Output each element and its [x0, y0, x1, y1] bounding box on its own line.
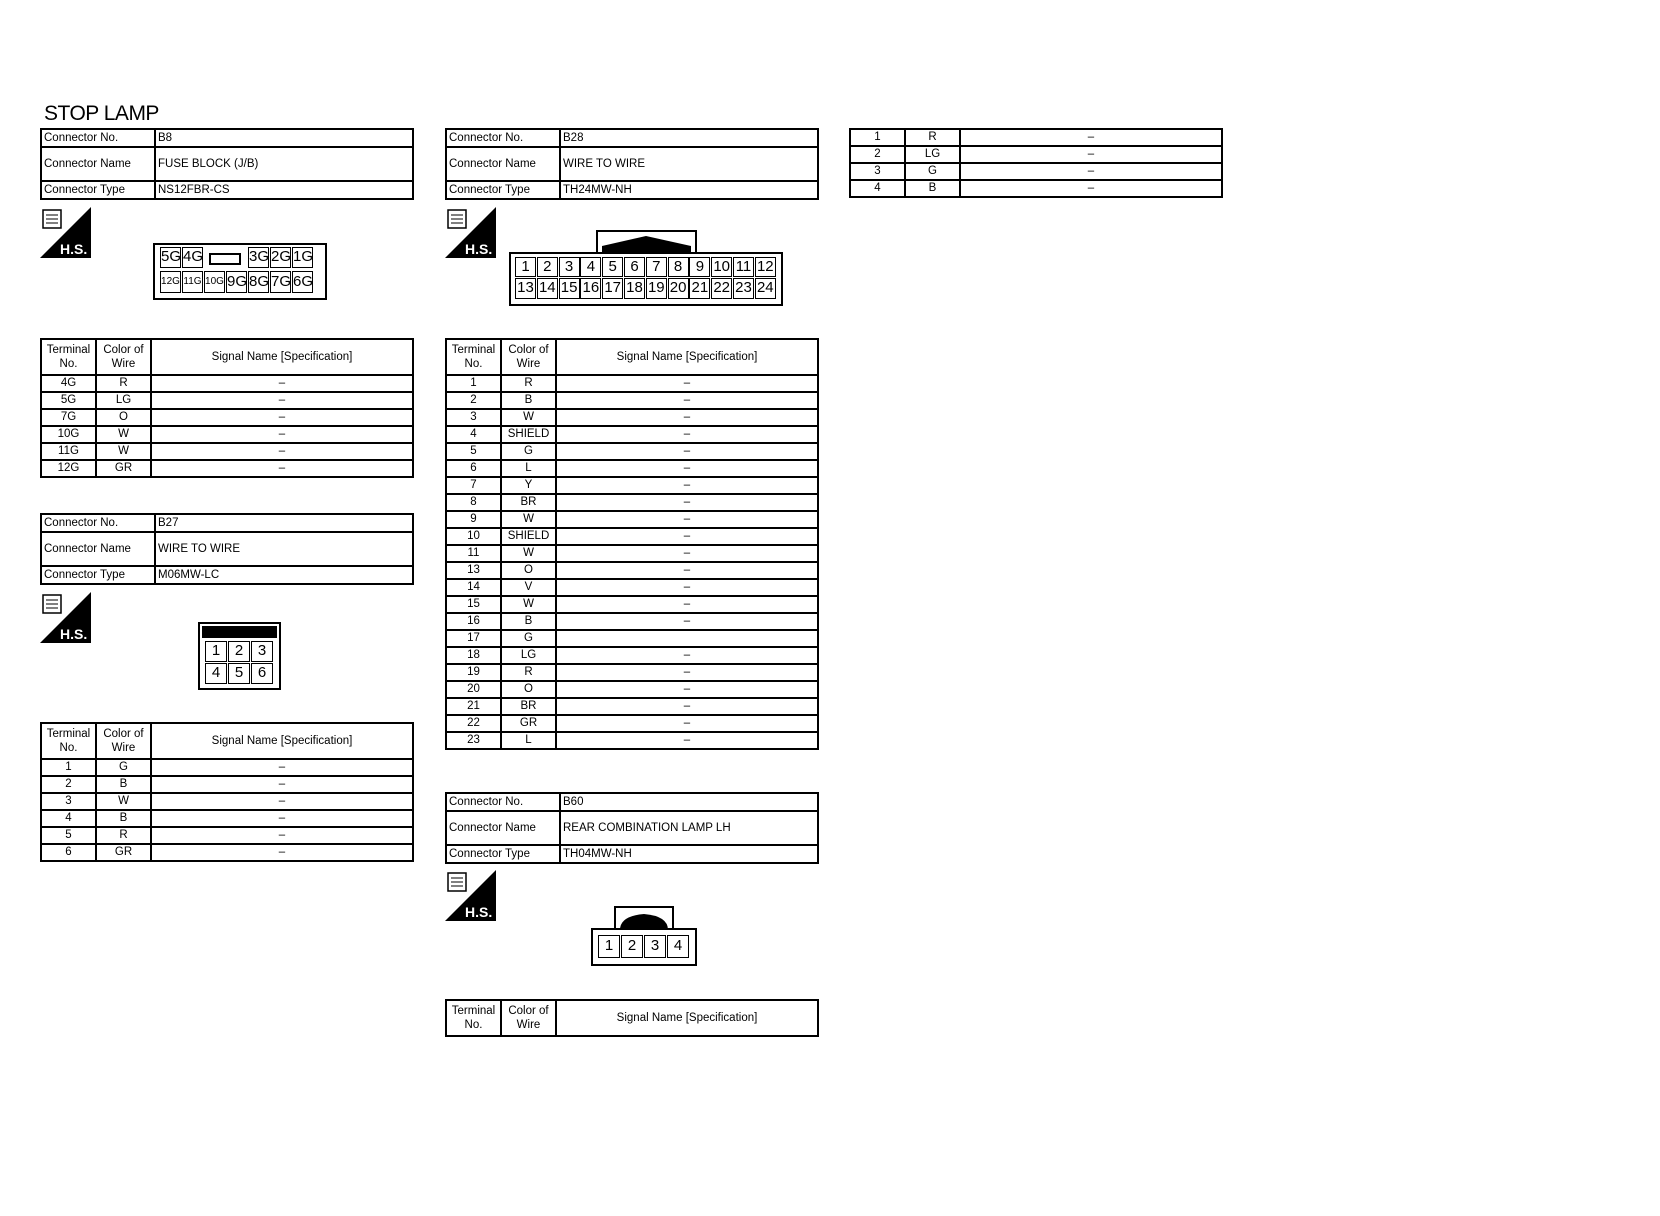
table-row [446, 596, 818, 613]
connector-pin: 1 [598, 935, 620, 958]
connector-pin: 7 [646, 257, 667, 277]
signal-name-cell: – [556, 443, 818, 460]
terminal-no-cell: 17 [446, 630, 501, 647]
signal-name-cell: – [151, 776, 413, 793]
terminal-no-cell: 6 [41, 844, 96, 861]
wire-color-cell: LG [501, 647, 556, 664]
signal-name-cell: – [556, 494, 818, 511]
table-row [446, 630, 818, 647]
table-row [446, 579, 818, 596]
connector-pin: 20 [668, 278, 689, 299]
signal-name-cell: – [151, 759, 413, 776]
signal-name-header: Signal Name [Specification] [556, 339, 818, 375]
wire-color-cell: W [501, 409, 556, 426]
table-row [850, 163, 1222, 180]
connector-info-b28 [445, 128, 819, 200]
table-row [446, 528, 818, 545]
table-row [446, 732, 818, 749]
page-title: STOP LAMP [44, 102, 159, 125]
connector-pin: 24 [755, 278, 776, 299]
connector-pin: 15 [559, 278, 580, 299]
signal-name-cell: – [556, 562, 818, 579]
terminal-no-header: Terminal No. [41, 339, 96, 375]
signal-name-header: Signal Name [Specification] [151, 723, 413, 759]
signal-name-cell: – [556, 596, 818, 613]
connector-no-label: Connector No. [41, 129, 155, 147]
table-row [850, 129, 1222, 146]
connector-pin: 4 [667, 935, 689, 958]
signal-name-cell: – [151, 409, 413, 426]
signal-name-cell: – [151, 460, 413, 477]
wire-color-cell: W [501, 511, 556, 528]
table-row [41, 426, 413, 443]
table-row [41, 409, 413, 426]
connector-pin: 16 [580, 278, 601, 299]
table-row [446, 613, 818, 630]
signal-name-cell: – [556, 426, 818, 443]
connector-pin: 19 [646, 278, 667, 299]
table-row [41, 844, 413, 861]
connector-info-b60 [445, 792, 819, 864]
connector-type-value: NS12FBR-CS [155, 181, 413, 199]
connector-type-label: Connector Type [41, 181, 155, 199]
signal-name-cell: – [556, 375, 818, 392]
connector-name-label: Connector Name [446, 811, 560, 845]
terminal-no-cell: 12G [41, 460, 96, 477]
terminal-no-header: Terminal No. [446, 1000, 501, 1036]
signal-name-cell: – [151, 827, 413, 844]
terminal-no-cell: 15 [446, 596, 501, 613]
connector-pin: 22 [711, 278, 732, 299]
signal-name-header: Signal Name [Specification] [556, 1000, 818, 1036]
table-row [446, 460, 818, 477]
connector-pin: 1G [292, 247, 313, 268]
table-row [41, 392, 413, 409]
color-of-wire-header: Color of Wire [501, 339, 556, 375]
wire-color-cell: W [501, 596, 556, 613]
wire-color-cell: R [501, 375, 556, 392]
connector-no-label: Connector No. [446, 793, 560, 811]
signal-table-b60-header [445, 999, 819, 1037]
terminal-no-cell: 2 [41, 776, 96, 793]
table-row [446, 545, 818, 562]
signal-name-cell: – [556, 698, 818, 715]
wire-color-cell: W [96, 426, 151, 443]
connector-pin: 5G [160, 247, 181, 268]
wire-color-cell: G [96, 759, 151, 776]
connector-pin: 8 [668, 257, 689, 277]
connector-pin: 7G [270, 271, 291, 293]
terminal-no-cell: 11G [41, 443, 96, 460]
table-row [850, 180, 1222, 197]
connector-pin: 9 [689, 257, 710, 277]
connector-pin: 23 [733, 278, 754, 299]
terminal-no-cell: 16 [446, 613, 501, 630]
table-row [41, 810, 413, 827]
terminal-no-cell: 1 [446, 375, 501, 392]
terminal-no-cell: 5G [41, 392, 96, 409]
wire-color-cell: LG [905, 146, 960, 163]
table-row [446, 375, 818, 392]
connector-pin: 18 [624, 278, 645, 299]
connector-face-b8 [153, 243, 327, 300]
connector-pin: 3 [559, 257, 580, 277]
connector-no-value: B8 [155, 129, 413, 147]
signal-name-cell: – [960, 146, 1222, 163]
connector-pin: 6 [624, 257, 645, 277]
wire-color-cell: O [501, 562, 556, 579]
signal-name-cell: – [556, 545, 818, 562]
signal-name-cell: – [556, 732, 818, 749]
signal-name-cell: – [556, 613, 818, 630]
wire-color-cell: B [501, 613, 556, 630]
connector-type-label: Connector Type [446, 181, 560, 199]
wire-color-cell: O [96, 409, 151, 426]
signal-name-cell: – [960, 163, 1222, 180]
harness-side-icon [445, 207, 496, 258]
terminal-no-cell: 3 [41, 793, 96, 810]
connector-pin: 14 [537, 278, 558, 299]
signal-table-b27 [40, 722, 414, 862]
signal-name-cell: – [556, 460, 818, 477]
terminal-no-cell: 5 [446, 443, 501, 460]
table-row [41, 460, 413, 477]
connector-name-value: REAR COMBINATION LAMP LH [560, 811, 818, 845]
terminal-no-cell: 7 [446, 477, 501, 494]
connector-face-b60 [591, 928, 697, 966]
connector-pin: 3 [251, 641, 273, 662]
terminal-no-cell: 3 [446, 409, 501, 426]
wire-color-cell: R [96, 827, 151, 844]
svg-text:H.S.: H.S. [465, 904, 493, 920]
svg-text:H.S.: H.S. [60, 241, 88, 257]
table-row [446, 426, 818, 443]
connector-name-value: WIRE TO WIRE [560, 147, 818, 181]
table-row [41, 443, 413, 460]
table-row [850, 146, 1222, 163]
terminal-no-cell: 2 [850, 146, 905, 163]
table-row [41, 375, 413, 392]
terminal-no-cell: 4 [41, 810, 96, 827]
table-row [41, 776, 413, 793]
terminal-no-cell: 14 [446, 579, 501, 596]
terminal-no-cell: 9 [446, 511, 501, 528]
terminal-no-cell: 10 [446, 528, 501, 545]
terminal-no-cell: 4 [446, 426, 501, 443]
signal-name-cell: – [556, 511, 818, 528]
table-row [446, 392, 818, 409]
signal-name-cell [556, 630, 818, 647]
wire-color-cell: W [501, 545, 556, 562]
terminal-no-cell: 19 [446, 664, 501, 681]
color-of-wire-header: Color of Wire [96, 723, 151, 759]
connector-no-value: B60 [560, 793, 818, 811]
connector-no-value: B28 [560, 129, 818, 147]
wire-color-cell: W [96, 793, 151, 810]
wire-color-cell: SHIELD [501, 528, 556, 545]
wire-color-cell: G [501, 443, 556, 460]
terminal-no-header: Terminal No. [446, 339, 501, 375]
connector-pin: 4 [205, 663, 227, 684]
table-row [446, 409, 818, 426]
table-row [446, 715, 818, 732]
terminal-no-cell: 4 [850, 180, 905, 197]
table-row [41, 759, 413, 776]
connector-pin: 10 [711, 257, 732, 277]
connector-pin: 11G [182, 271, 203, 293]
connector-pin: 9G [226, 271, 247, 293]
wire-color-cell: O [501, 681, 556, 698]
connector-pin: 10G [204, 271, 225, 293]
wire-color-cell: GR [96, 460, 151, 477]
table-row [41, 793, 413, 810]
connector-name-label: Connector Name [41, 532, 155, 566]
table-row [446, 443, 818, 460]
connector-pin: 13 [515, 278, 536, 299]
signal-name-cell: – [556, 664, 818, 681]
connector-face-b28 [509, 252, 783, 306]
connector-type-label: Connector Type [446, 845, 560, 863]
connector-pin: 1 [515, 257, 536, 277]
connector-type-value: TH24MW-NH [560, 181, 818, 199]
connector-pin: 6G [292, 271, 313, 293]
connector-pin: 4G [182, 247, 203, 268]
connector-pin: 8G [248, 271, 269, 293]
svg-text:H.S.: H.S. [60, 626, 88, 642]
connector-latch [202, 626, 277, 638]
connector-no-value: B27 [155, 514, 413, 532]
signal-name-cell: – [556, 647, 818, 664]
connector-pin: 3G [248, 247, 269, 268]
table-row [446, 511, 818, 528]
connector-pin: 5 [228, 663, 250, 684]
connector-type-value: M06MW-LC [155, 566, 413, 584]
signal-name-cell: – [151, 426, 413, 443]
wire-color-cell: R [96, 375, 151, 392]
terminal-no-cell: 13 [446, 562, 501, 579]
terminal-no-cell: 22 [446, 715, 501, 732]
terminal-no-cell: 1 [41, 759, 96, 776]
harness-side-icon [40, 207, 91, 258]
table-row [446, 681, 818, 698]
terminal-no-header: Terminal No. [41, 723, 96, 759]
table-row [446, 698, 818, 715]
wire-color-cell: BR [501, 494, 556, 511]
connector-name-label: Connector Name [41, 147, 155, 181]
connector-face-b27 [198, 622, 281, 690]
signal-name-cell: – [151, 375, 413, 392]
terminal-no-cell: 18 [446, 647, 501, 664]
wire-color-cell: W [96, 443, 151, 460]
terminal-no-cell: 2 [446, 392, 501, 409]
connector-name-value: FUSE BLOCK (J/B) [155, 147, 413, 181]
wire-color-cell: GR [96, 844, 151, 861]
signal-name-cell: – [151, 844, 413, 861]
wire-color-cell: L [501, 732, 556, 749]
table-row [446, 562, 818, 579]
signal-name-cell: – [151, 793, 413, 810]
signal-name-cell: – [556, 528, 818, 545]
wire-color-cell: R [905, 129, 960, 146]
connector-no-label: Connector No. [41, 514, 155, 532]
signal-name-header: Signal Name [Specification] [151, 339, 413, 375]
connector-pin: 5 [602, 257, 623, 277]
connector-pin: 2 [228, 641, 250, 662]
color-of-wire-header: Color of Wire [96, 339, 151, 375]
signal-name-cell: – [556, 392, 818, 409]
wire-color-cell: G [905, 163, 960, 180]
connector-no-label: Connector No. [446, 129, 560, 147]
signal-name-cell: – [556, 681, 818, 698]
wire-color-cell: GR [501, 715, 556, 732]
table-row [446, 477, 818, 494]
wire-color-cell: L [501, 460, 556, 477]
signal-name-cell: – [556, 579, 818, 596]
wire-color-cell: BR [501, 698, 556, 715]
connector-info-b8 [40, 128, 414, 200]
terminal-no-cell: 21 [446, 698, 501, 715]
signal-name-cell: – [960, 180, 1222, 197]
connector-pin: 2 [621, 935, 643, 958]
connector-type-label: Connector Type [41, 566, 155, 584]
signal-name-cell: – [151, 810, 413, 827]
terminal-no-cell: 1 [850, 129, 905, 146]
connector-pin: 1 [205, 641, 227, 662]
connector-info-b27 [40, 513, 414, 585]
connector-pin: 11 [733, 257, 754, 277]
connector-pin: 4 [580, 257, 601, 277]
signal-table-b8 [40, 338, 414, 478]
terminal-no-cell: 11 [446, 545, 501, 562]
wire-color-cell: B [501, 392, 556, 409]
table-row [446, 647, 818, 664]
svg-text:H.S.: H.S. [465, 241, 493, 257]
signal-table-b28 [445, 338, 819, 750]
connector-slot [206, 247, 244, 268]
connector-type-value: TH04MW-NH [560, 845, 818, 863]
wire-color-cell: R [501, 664, 556, 681]
terminal-no-cell: 23 [446, 732, 501, 749]
terminal-no-cell: 20 [446, 681, 501, 698]
wire-color-cell: B [905, 180, 960, 197]
terminal-no-cell: 6 [446, 460, 501, 477]
wire-color-cell: G [501, 630, 556, 647]
terminal-no-cell: 3 [850, 163, 905, 180]
terminal-no-cell: 4G [41, 375, 96, 392]
connector-pin: 12 [755, 257, 776, 277]
table-row [446, 494, 818, 511]
connector-pin: 12G [160, 271, 181, 293]
signal-name-cell: – [556, 409, 818, 426]
signal-name-cell: – [151, 443, 413, 460]
connector-pin: 2G [270, 247, 291, 268]
color-of-wire-header: Color of Wire [501, 1000, 556, 1036]
table-row [41, 827, 413, 844]
signal-name-cell: – [960, 129, 1222, 146]
signal-name-cell: – [556, 477, 818, 494]
wire-color-cell: B [96, 776, 151, 793]
signal-name-cell: – [151, 392, 413, 409]
connector-pin: 3 [644, 935, 666, 958]
connector-name-label: Connector Name [446, 147, 560, 181]
terminal-no-cell: 8 [446, 494, 501, 511]
table-row [446, 664, 818, 681]
terminal-no-cell: 7G [41, 409, 96, 426]
wire-color-cell: SHIELD [501, 426, 556, 443]
connector-name-value: WIRE TO WIRE [155, 532, 413, 566]
signal-name-cell: – [556, 715, 818, 732]
signal-table-b60 [849, 128, 1223, 198]
connector-pin: 17 [602, 278, 623, 299]
wire-color-cell: Y [501, 477, 556, 494]
terminal-no-cell: 10G [41, 426, 96, 443]
connector-pin: 2 [537, 257, 558, 277]
connector-pin: 6 [251, 663, 273, 684]
wire-color-cell: V [501, 579, 556, 596]
connector-pin: 21 [689, 278, 710, 299]
harness-side-icon [40, 592, 91, 643]
terminal-no-cell: 5 [41, 827, 96, 844]
wire-color-cell: B [96, 810, 151, 827]
wire-color-cell: LG [96, 392, 151, 409]
harness-side-icon [445, 870, 496, 921]
